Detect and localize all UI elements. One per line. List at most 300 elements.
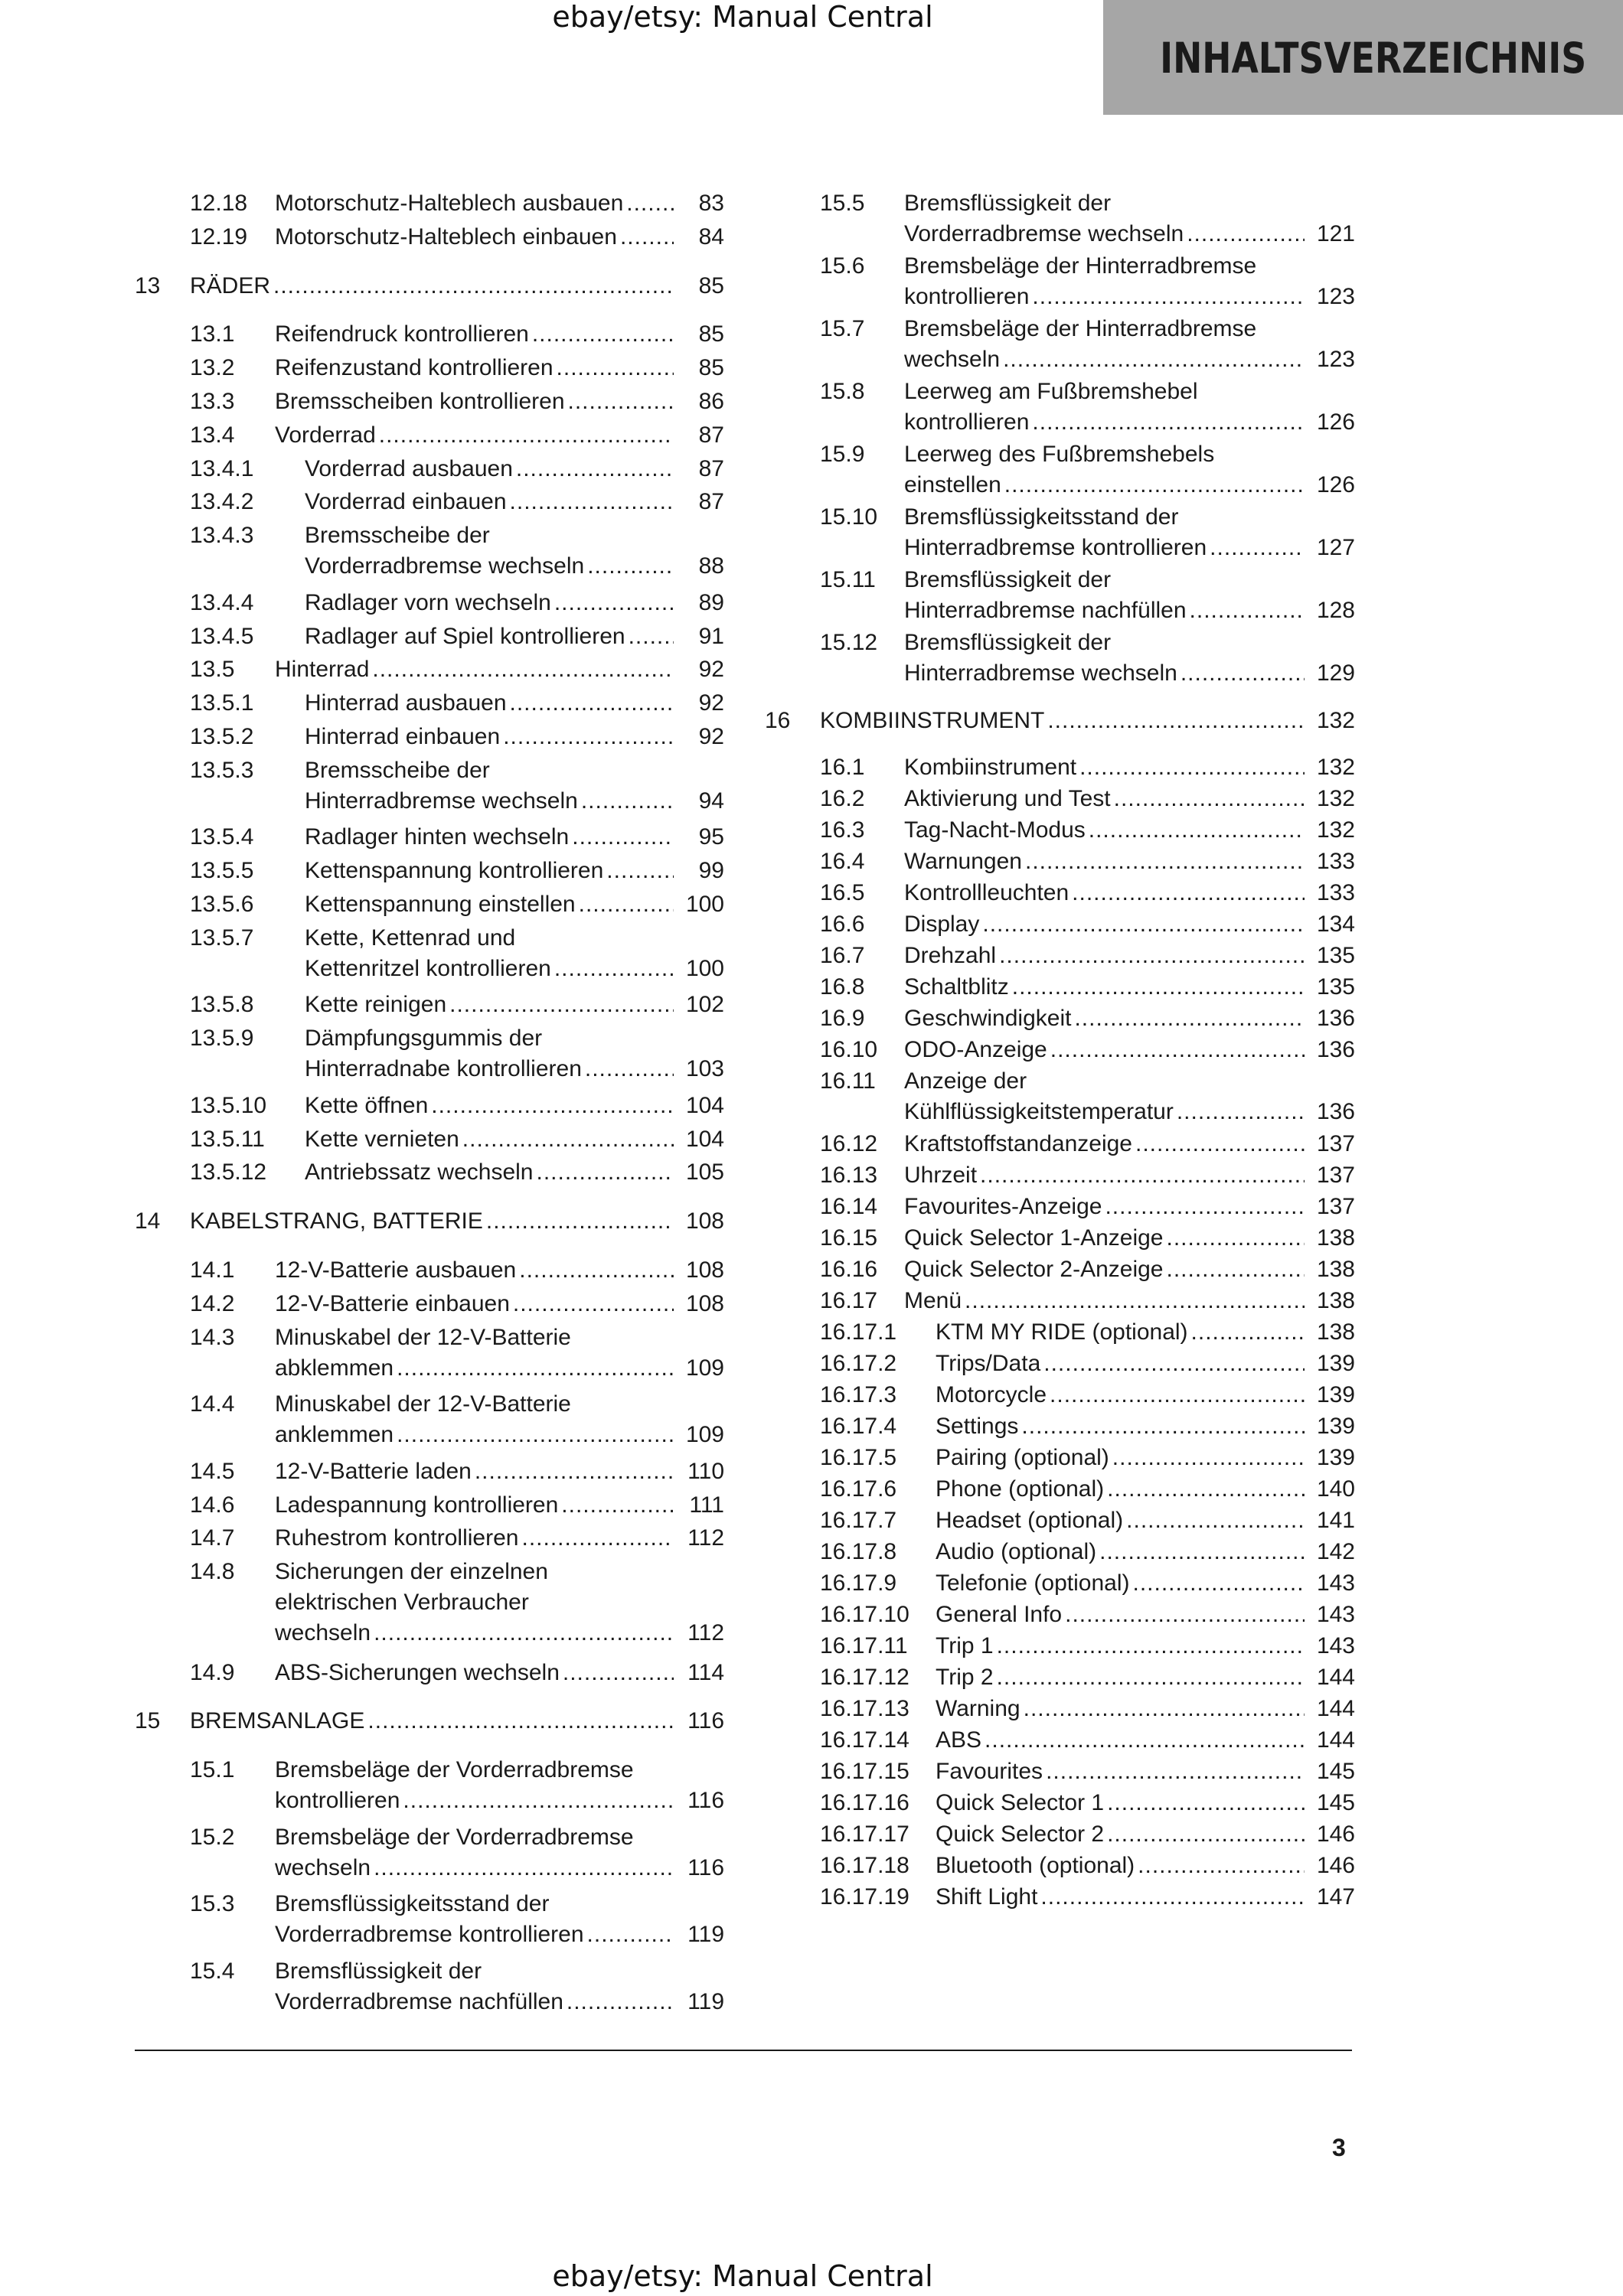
toc-entry-number: 15.9 (820, 442, 865, 467)
toc-entry-page: 146 (1316, 1853, 1355, 1878)
dot-leader (367, 1706, 674, 1737)
toc-entry-title: Trips/Data (936, 1351, 1041, 1376)
toc-entry-title: ABS-Sicherungen wechseln (275, 1659, 560, 1685)
toc-entry-page: 87 (698, 455, 724, 481)
dot-leader (372, 654, 674, 685)
toc-entry-title: 12-V-Batterie laden (275, 1458, 472, 1484)
toc-entry-page: 123 (1316, 284, 1355, 309)
dot-leader (563, 1658, 674, 1688)
toc-entry-page: 138 (1316, 1319, 1355, 1345)
toc-entry-number: 13 (135, 272, 161, 298)
toc-entry-title: Headset (optional) (936, 1508, 1124, 1533)
toc-entry[interactable] (190, 1124, 724, 1158)
toc-entry-number: 16.13 (820, 1163, 878, 1188)
toc-entry-title: Vorderrad einbauen (305, 489, 507, 515)
toc-entry-title: RÄDER (190, 272, 271, 298)
toc-entry[interactable] (190, 755, 724, 823)
toc-entry[interactable] (190, 1822, 724, 1890)
toc-entry[interactable] (190, 353, 724, 386)
dot-leader (1025, 846, 1305, 877)
dot-leader (1181, 658, 1305, 689)
toc-chapter[interactable] (765, 706, 1355, 737)
dot-leader (554, 954, 674, 984)
toc-entry[interactable] (820, 846, 1355, 878)
toc-entry-number: 16.14 (820, 1194, 878, 1219)
toc-entry[interactable] (820, 377, 1355, 439)
toc-entry[interactable] (190, 1322, 724, 1390)
toc-entry[interactable] (820, 909, 1355, 941)
toc-entry[interactable] (190, 188, 724, 222)
toc-entry-page: 140 (1316, 1476, 1355, 1502)
toc-entry-title: BREMSANLAGE (190, 1708, 365, 1734)
dot-leader (999, 941, 1305, 971)
toc-entry-page: 92 (698, 657, 724, 683)
toc-entry[interactable] (820, 1286, 1355, 1317)
toc-entry-page: 92 (698, 724, 724, 749)
toc-entry-title: Kettenspannung kontrollieren (305, 858, 604, 884)
toc-entry-page: 104 (685, 1092, 724, 1118)
dot-leader (374, 1853, 674, 1883)
toc-entry[interactable] (820, 1568, 1355, 1600)
toc-entry-page: 119 (687, 1922, 724, 1948)
toc-entry-page: 135 (1316, 974, 1355, 1000)
toc-entry-number: 15.7 (820, 316, 865, 341)
toc-entry-page: 103 (685, 1056, 724, 1082)
toc-entry-title: Quick Selector 2 (936, 1821, 1105, 1847)
toc-entry[interactable] (820, 1756, 1355, 1788)
toc-entry[interactable] (820, 1035, 1355, 1066)
toc-entry-number: 16.17.15 (820, 1759, 909, 1784)
toc-entry-number: 16.17.18 (820, 1853, 909, 1878)
dot-leader (587, 551, 674, 582)
dot-leader (585, 1054, 674, 1084)
toc-entry-number: 16.17.13 (820, 1696, 909, 1721)
toc-entry[interactable] (190, 654, 724, 688)
toc-entry-number: 14.6 (190, 1492, 235, 1518)
toc-entry-page: 116 (687, 1708, 724, 1734)
toc-entry[interactable] (190, 1389, 724, 1456)
toc-entry-page: 138 (1316, 1288, 1355, 1313)
toc-entry[interactable] (190, 1289, 724, 1322)
toc-entry-page: 109 (685, 1355, 724, 1381)
toc-entry-title: Bremsscheiben kontrollieren (275, 389, 565, 414)
toc-entry[interactable] (190, 889, 724, 923)
dot-leader (579, 889, 674, 920)
toc-entry-number: 16.1 (820, 755, 865, 780)
toc-entry-page: 139 (1316, 1445, 1355, 1470)
toc-entry[interactable] (820, 1160, 1355, 1192)
toc-entry-title: Quick Selector 1-Anzeige (904, 1225, 1164, 1251)
toc-entry-number: 16.17.8 (820, 1539, 897, 1564)
toc-entry-number: 13.4.4 (190, 589, 254, 615)
toc-entry[interactable] (190, 222, 724, 256)
toc-entry-number: 15.1 (190, 1757, 235, 1783)
toc-entry[interactable] (190, 822, 724, 856)
toc-entry-title: Kettenritzel kontrollieren (305, 955, 551, 981)
toc-entry-page: 88 (698, 553, 724, 579)
toc-entry-page: 145 (1316, 1759, 1355, 1784)
toc-entry-number: 16.15 (820, 1225, 878, 1251)
toc-entry-title: Kraftstoffstandanzeige (904, 1131, 1132, 1156)
toc-entry[interactable] (190, 1523, 724, 1557)
toc-chapter[interactable] (135, 1706, 724, 1740)
toc-entry-page: 144 (1316, 1727, 1355, 1753)
toc-entry-title: anklemmen (275, 1422, 394, 1448)
toc-entry-page: 119 (687, 1989, 724, 2014)
dot-leader (462, 1124, 674, 1155)
toc-entry-title: Phone (optional) (936, 1476, 1105, 1502)
toc-entry-title: Trip 2 (936, 1665, 994, 1690)
toc-entry-page: 87 (698, 489, 724, 515)
toc-entry[interactable] (820, 1851, 1355, 1882)
toc-entry-title: Hinterradbremse kontrollieren (904, 535, 1207, 560)
toc-entry-title: Pairing (optional) (936, 1445, 1109, 1470)
toc-entry[interactable] (190, 1889, 724, 1956)
toc-entry-number: 14.9 (190, 1659, 235, 1685)
toc-entry-page: 132 (1316, 755, 1355, 780)
toc-entry-page: 110 (687, 1458, 724, 1484)
toc-entry-title: ABS (936, 1727, 982, 1753)
dot-leader (1046, 1756, 1305, 1787)
toc-entry-title: Bremsscheibe der (305, 757, 490, 783)
toc-entry[interactable] (820, 815, 1355, 846)
dot-leader (403, 1786, 674, 1816)
toc-entry-page: 144 (1316, 1665, 1355, 1690)
dot-leader (985, 1725, 1305, 1756)
toc-entry-number: 16.17.14 (820, 1727, 909, 1753)
toc-entry[interactable] (820, 502, 1355, 565)
toc-entry-number: 15 (135, 1708, 161, 1734)
toc-entry[interactable] (820, 1788, 1355, 1819)
toc-entry[interactable] (190, 319, 724, 353)
toc-entry[interactable] (190, 386, 724, 420)
toc-entry-number: 16.17.12 (820, 1665, 909, 1690)
toc-chapter[interactable] (135, 1206, 724, 1240)
toc-entry-number: 15.8 (820, 379, 865, 404)
toc-entry-title: Hinterrad einbauen (305, 724, 501, 749)
toc-entry-page: 108 (685, 1257, 724, 1283)
dot-leader (536, 1157, 674, 1188)
toc-entry[interactable] (820, 1003, 1355, 1035)
toc-entry-page: 114 (687, 1659, 724, 1685)
dot-leader (1079, 752, 1305, 783)
toc-entry-number: 16.5 (820, 880, 865, 905)
toc-entry-title: Quick Selector 1 (936, 1790, 1105, 1815)
toc-entry[interactable] (820, 784, 1355, 815)
toc-entry-title: Ruhestrom kontrollieren (275, 1525, 519, 1551)
toc-entry-number: 15.6 (820, 253, 865, 279)
toc-entry-title: Vorderradbremse kontrollieren (275, 1922, 584, 1948)
dot-leader (1191, 1317, 1305, 1348)
toc-entry-number: 14.4 (190, 1391, 235, 1417)
dot-leader (1072, 878, 1305, 908)
toc-entry[interactable] (190, 722, 724, 755)
toc-entry-title: Bremsflüssigkeit der (904, 567, 1112, 592)
dot-leader (510, 487, 674, 517)
toc-entry[interactable] (820, 251, 1355, 314)
toc-entry[interactable] (820, 1411, 1355, 1443)
toc-entry[interactable] (190, 688, 724, 722)
toc-entry-number: 13.5.12 (190, 1159, 267, 1186)
toc-entry[interactable] (190, 923, 724, 990)
toc-entry-page: 141 (1316, 1508, 1355, 1533)
toc-entry-page: 85 (698, 355, 724, 381)
dot-leader (1004, 470, 1305, 501)
toc-entry-page: 84 (698, 223, 724, 249)
toc-entry-number: 16 (765, 708, 791, 733)
dot-leader (449, 990, 674, 1020)
dot-leader (1032, 407, 1305, 438)
toc-entry-number: 13.5.4 (190, 824, 254, 850)
dot-leader (561, 1490, 674, 1521)
toc-entry-title: Bremsbeläge der Vorderradbremse (275, 1824, 634, 1850)
toc-entry-title: Vorderradbremse wechseln (904, 221, 1184, 246)
toc-entry-page: 132 (1316, 708, 1355, 733)
dot-leader (1177, 1097, 1305, 1127)
toc-entry-page: 91 (698, 623, 724, 649)
toc-entry-page: 99 (698, 858, 724, 884)
toc-entry-page: 135 (1316, 943, 1355, 968)
toc-entry-page: 132 (1316, 817, 1355, 843)
toc-entry-number: 16.17.5 (820, 1445, 897, 1470)
toc-entry-title: Radlager auf Spiel kontrollieren (305, 623, 625, 649)
dot-leader (1107, 1474, 1305, 1505)
toc-entry-number: 13.5.1 (190, 690, 254, 716)
toc-entry-title: Favourites-Anzeige (904, 1194, 1102, 1219)
dot-leader (1099, 1537, 1305, 1567)
toc-entry-title: Hinterradbremse wechseln (904, 660, 1177, 686)
dot-leader (567, 1987, 674, 2017)
toc-entry[interactable] (820, 1631, 1355, 1662)
toc-entry-title: Shift Light (936, 1884, 1038, 1910)
toc-entry[interactable] (820, 1882, 1355, 1913)
toc-entry-page: 104 (685, 1126, 724, 1152)
toc-entry-page: 142 (1316, 1539, 1355, 1564)
toc-entry-title: Vorderrad ausbauen (305, 455, 513, 481)
toc-entry[interactable] (190, 1755, 724, 1822)
dot-leader (626, 188, 674, 219)
toc-entry-number: 16.8 (820, 974, 865, 1000)
toc-entry[interactable] (190, 1658, 724, 1691)
toc-entry-page: 139 (1316, 1382, 1355, 1407)
dot-leader (1135, 1129, 1305, 1159)
toc-entry-number: 15.2 (190, 1824, 235, 1850)
toc-entry-page: 146 (1316, 1821, 1355, 1847)
toc-entry-page: 127 (1316, 535, 1355, 560)
dot-leader (532, 319, 674, 350)
toc-entry[interactable] (820, 1725, 1355, 1756)
toc-entry-page: 108 (685, 1208, 724, 1234)
toc-entry-title: abklemmen (275, 1355, 394, 1381)
toc-entry-title: General Info (936, 1602, 1063, 1627)
toc-entry-number: 13.4.5 (190, 623, 254, 649)
toc-entry-title: Warnungen (904, 849, 1022, 874)
toc-entry-title: Favourites (936, 1759, 1043, 1784)
toc-entry-number: 16.3 (820, 817, 865, 843)
toc-entry-number: 16.17.11 (820, 1633, 908, 1658)
toc-entry-page: 94 (698, 788, 724, 814)
toc-entry-page: 112 (687, 1620, 724, 1646)
toc-entry[interactable] (190, 621, 724, 655)
toc-entry[interactable] (820, 628, 1355, 690)
dot-leader (587, 1919, 674, 1950)
toc-entry-title: Uhrzeit (904, 1163, 978, 1188)
toc-entry[interactable] (820, 1317, 1355, 1349)
toc-entry[interactable] (820, 1819, 1355, 1851)
dot-leader (1112, 1443, 1305, 1473)
toc-entry-number: 16.17.1 (820, 1319, 897, 1345)
toc-entry-number: 16.17.4 (820, 1414, 897, 1439)
page-number: 3 (1332, 2134, 1346, 2161)
dot-leader (606, 856, 674, 886)
toc-entry-title: KOMBIINSTRUMENT (820, 708, 1045, 733)
toc-entry[interactable] (190, 1456, 724, 1490)
toc-entry-page: 123 (1316, 347, 1355, 372)
toc-entry[interactable] (820, 314, 1355, 377)
toc-entry-page: 134 (1316, 912, 1355, 937)
toc-entry[interactable] (820, 439, 1355, 502)
toc-entry-page: 87 (698, 422, 724, 448)
toc-entry-title: Hinterradnabe kontrollieren (305, 1056, 582, 1082)
toc-entry[interactable] (820, 1349, 1355, 1380)
toc-entry-title: Leerweg am Fußbremshebel (904, 379, 1198, 404)
toc-entry[interactable] (190, 1023, 724, 1091)
toc-entry-number: 14 (135, 1208, 161, 1234)
toc-entry-number: 16.17.17 (820, 1821, 909, 1847)
dot-leader (1074, 1003, 1305, 1034)
toc-entry-number: 15.11 (820, 567, 876, 592)
dot-leader (980, 1160, 1305, 1191)
toc-entry-title: Kette reinigen (305, 992, 447, 1018)
toc-entry[interactable] (190, 1956, 724, 2024)
dot-leader (982, 909, 1305, 940)
toc-entry-page: 86 (698, 389, 724, 414)
toc-entry[interactable] (190, 520, 724, 588)
toc-entry[interactable] (820, 565, 1355, 628)
toc-entry[interactable] (820, 1537, 1355, 1568)
toc-entry-title: kontrollieren (275, 1788, 400, 1814)
toc-entry-title: Menü (904, 1288, 962, 1313)
toc-entry-page: 137 (1316, 1131, 1355, 1156)
toc-entry-number: 13.3 (190, 389, 235, 414)
toc-entry[interactable] (820, 878, 1355, 909)
toc-entry[interactable] (820, 188, 1355, 251)
toc-entry-title: Bremsscheibe der (305, 523, 490, 549)
toc-entry-number: 13.5.9 (190, 1026, 254, 1052)
toc-entry-title: Bremsflüssigkeitsstand der (904, 504, 1179, 530)
toc-entry-page: 129 (1316, 660, 1355, 686)
toc-entry[interactable] (190, 1091, 724, 1124)
toc-entry-title: kontrollieren (904, 284, 1030, 309)
toc-entry-title: Radlager vorn wechseln (305, 589, 551, 615)
toc-entry[interactable] (820, 941, 1355, 972)
toc-entry[interactable] (820, 1254, 1355, 1286)
toc-entry[interactable] (820, 1600, 1355, 1631)
dot-leader (519, 1255, 674, 1286)
dot-leader (557, 353, 674, 383)
dot-leader (1114, 784, 1305, 814)
toc-entry[interactable] (820, 752, 1355, 784)
toc-entry[interactable] (190, 1557, 724, 1657)
toc-entry-number: 13.5.2 (190, 724, 254, 749)
toc-entry[interactable] (190, 990, 724, 1023)
dot-leader (1107, 1819, 1305, 1850)
toc-entry[interactable] (190, 454, 724, 488)
toc-entry-number: 14.8 (190, 1559, 235, 1585)
toc-entry[interactable] (190, 487, 724, 520)
toc-entry[interactable] (820, 1066, 1355, 1129)
toc-entry-page: 83 (698, 191, 724, 216)
toc-entry-title: Audio (optional) (936, 1539, 1097, 1564)
toc-entry-title: 12-V-Batterie ausbauen (275, 1257, 517, 1283)
toc-entry[interactable] (820, 1192, 1355, 1223)
toc-entry-title: Telefonie (optional) (936, 1570, 1130, 1596)
toc-entry[interactable] (820, 1129, 1355, 1160)
watermark-top: ebay/etsy: Manual Central (552, 0, 933, 34)
toc-entry-number: 15.10 (820, 504, 878, 530)
toc-entry-title: Bremsbeläge der Hinterradbremse (904, 253, 1257, 279)
toc-entry[interactable] (820, 1443, 1355, 1474)
toc-entry[interactable] (820, 1380, 1355, 1411)
toc-entry-title: Kettenspannung einstellen (305, 892, 576, 917)
toc-entry[interactable] (820, 1505, 1355, 1537)
toc-entry-number: 16.7 (820, 943, 865, 968)
toc-entry-number: 14.2 (190, 1290, 235, 1316)
toc-chapter[interactable] (135, 271, 724, 305)
toc-entry[interactable] (190, 1255, 724, 1289)
toc-entry-title: Antriebssatz wechseln (305, 1159, 534, 1186)
toc-entry-number: 16.17.6 (820, 1476, 897, 1502)
toc-entry[interactable] (190, 588, 724, 621)
toc-entry-title: Geschwindigkeit (904, 1006, 1072, 1031)
toc-entry-number: 13.4.2 (190, 489, 254, 515)
dot-leader (379, 420, 674, 451)
dot-leader (554, 588, 674, 618)
dot-leader (1126, 1505, 1305, 1536)
toc-entry[interactable] (820, 1223, 1355, 1254)
toc-entry-page: 136 (1316, 1037, 1355, 1062)
toc-entry[interactable] (190, 1490, 724, 1524)
toc-entry-page: 95 (698, 824, 724, 850)
toc-entry-number: 15.12 (820, 630, 878, 655)
toc-entry-page: 100 (685, 955, 724, 981)
dot-leader (620, 222, 674, 253)
dot-leader (1050, 1035, 1305, 1065)
toc-entry-title: Hinterradbremse wechseln (305, 788, 578, 814)
toc-entry[interactable] (820, 1662, 1355, 1694)
toc-entry[interactable] (820, 1694, 1355, 1725)
toc-entry[interactable] (820, 972, 1355, 1003)
dot-leader (1021, 1411, 1305, 1442)
dot-leader (1133, 1568, 1305, 1599)
toc-entry-page: 139 (1316, 1414, 1355, 1439)
toc-entry-title: Minuskabel der 12-V-Batterie (275, 1391, 571, 1417)
toc-entry-title: Leerweg des Fußbremshebels (904, 442, 1215, 467)
toc-entry-page: 85 (698, 321, 724, 347)
watermark-bottom: ebay/etsy: Manual Central (552, 2259, 933, 2293)
toc-entry-number: 16.11 (820, 1068, 876, 1094)
toc-entry-number: 16.17.16 (820, 1790, 909, 1815)
toc-entry-title: Reifendruck kontrollieren (275, 321, 529, 347)
toc-entry[interactable] (190, 856, 724, 889)
toc-entry-page: 102 (685, 992, 724, 1018)
toc-entry[interactable] (190, 420, 724, 454)
dot-leader (629, 621, 674, 652)
toc-entry[interactable] (820, 1474, 1355, 1505)
toc-entry[interactable] (190, 1157, 724, 1191)
toc-entry-number: 16.17.2 (820, 1351, 897, 1376)
toc-entry-title: Minuskabel der 12-V-Batterie (275, 1324, 571, 1350)
